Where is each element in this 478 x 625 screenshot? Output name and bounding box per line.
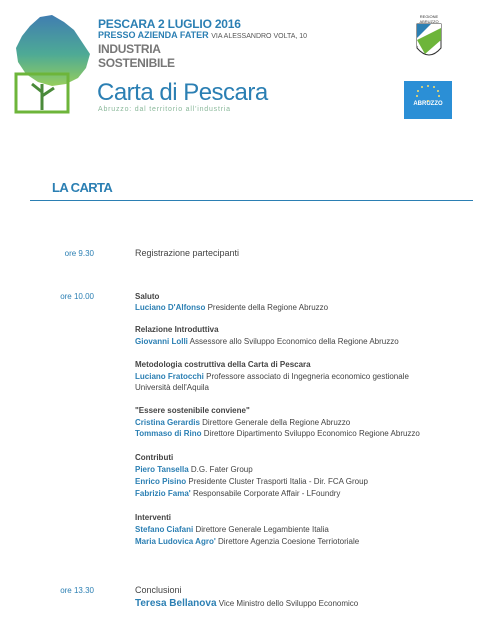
event-venue: PRESSO AZIENDA FATER: [98, 30, 209, 40]
time-slot-1: ore 9.30: [64, 249, 94, 258]
speaker-role: Presidente della Regione Abruzzo: [207, 303, 329, 312]
brand-title: Carta di Pescara: [97, 79, 268, 106]
speaker-role: Professore associato di Ingegneria economico gestionale: [206, 372, 409, 381]
speaker-line: [135, 477, 368, 486]
speaker-name: Maria Ludovica Agro': [135, 537, 216, 546]
speaker-name: Stefano Ciafani: [135, 525, 194, 534]
speaker-name: Teresa Bellanova: [135, 598, 217, 609]
time-slot-2: ore 10.00: [60, 292, 94, 301]
closing-text: Conclusioni: [135, 585, 182, 595]
speaker-line: [135, 372, 409, 381]
speaker-line: [135, 489, 340, 498]
speaker-role: Assessore allo Sviluppo Economico della Regione Abruzzo: [189, 337, 399, 346]
speaker-role: Direttore Agenzia Coesione Terriotoriale: [217, 537, 360, 546]
eu-logo-text: ABRUZZO: [413, 101, 443, 107]
speaker-name: Cristina Gerardis: [135, 418, 200, 427]
speaker-name: Enrico Pisino: [135, 477, 187, 486]
speaker-role: Responsabile Corporate Affair - LFoundry: [192, 489, 341, 498]
speaker-line: [135, 337, 399, 346]
speaker-line: [135, 465, 253, 474]
speaker-role: D.G. Fater Group: [190, 465, 253, 474]
speaker-line: [135, 303, 328, 312]
speaker-role: Vice Ministro dello Sviluppo Economico: [218, 599, 359, 608]
brand-line-2: SOSTENIBILE: [98, 56, 175, 70]
speaker-name: Fabrizio Fama': [135, 489, 191, 498]
registration-text: Registrazione partecipanti: [135, 248, 240, 258]
speaker-name: Piero Tansella: [135, 465, 189, 474]
speaker-line: [135, 429, 420, 438]
speaker-line: [135, 537, 359, 546]
speaker-name: Giovanni Lolli: [135, 337, 188, 346]
event-place: [98, 30, 307, 40]
session-heading: Metodologia costruttiva della Carta di Pescara: [135, 360, 311, 369]
speaker-role: Direttore Generale della Regione Abruzzo: [202, 418, 351, 427]
session-heading: Saluto: [135, 292, 160, 301]
speaker-name: Luciano Fratocchi: [135, 372, 204, 381]
time-slot-3: ore 13.30: [60, 586, 94, 595]
region-logo-text: REGIONE ABRUZZO: [419, 14, 439, 24]
speaker-line: [135, 525, 329, 534]
session-heading: Contributi: [135, 453, 174, 462]
event-address: VIA ALESSANDRO VOLTA, 10: [211, 33, 308, 40]
section-title: LA CARTA: [52, 180, 113, 195]
eu-abruzzo-badge: [404, 81, 452, 119]
speaker-line: [135, 418, 350, 427]
section-divider: [30, 200, 473, 201]
tree-logo-icon: [12, 14, 94, 114]
speaker-role: Presidente Cluster Trasporti Italia - Dir. FCA Group: [188, 477, 368, 486]
brand-subtitle: Abruzzo: dal territorio all'industria: [98, 106, 231, 113]
speaker-role-cont: Università dell'Aquila: [135, 383, 210, 392]
session-heading: "Essere sostenibile conviene": [135, 406, 250, 415]
speaker-name: Tommaso di Rino: [135, 429, 202, 438]
event-date: PESCARA 2 LUGLIO 2016: [98, 17, 241, 31]
speaker-line: [135, 598, 358, 609]
session-heading: Relazione Introduttiva: [135, 325, 219, 334]
session-heading: Interventi: [135, 513, 172, 522]
speaker-role: Direttore Generale Legambiente Italia: [195, 525, 329, 534]
brand-line-1: INDUSTRIA: [98, 42, 161, 56]
speaker-name: Luciano D'Alfonso: [135, 303, 206, 312]
eu-stars-icon: [404, 81, 452, 119]
speaker-role: Direttore Dipartimento Sviluppo Economico Regione Abruzzo: [203, 429, 420, 438]
